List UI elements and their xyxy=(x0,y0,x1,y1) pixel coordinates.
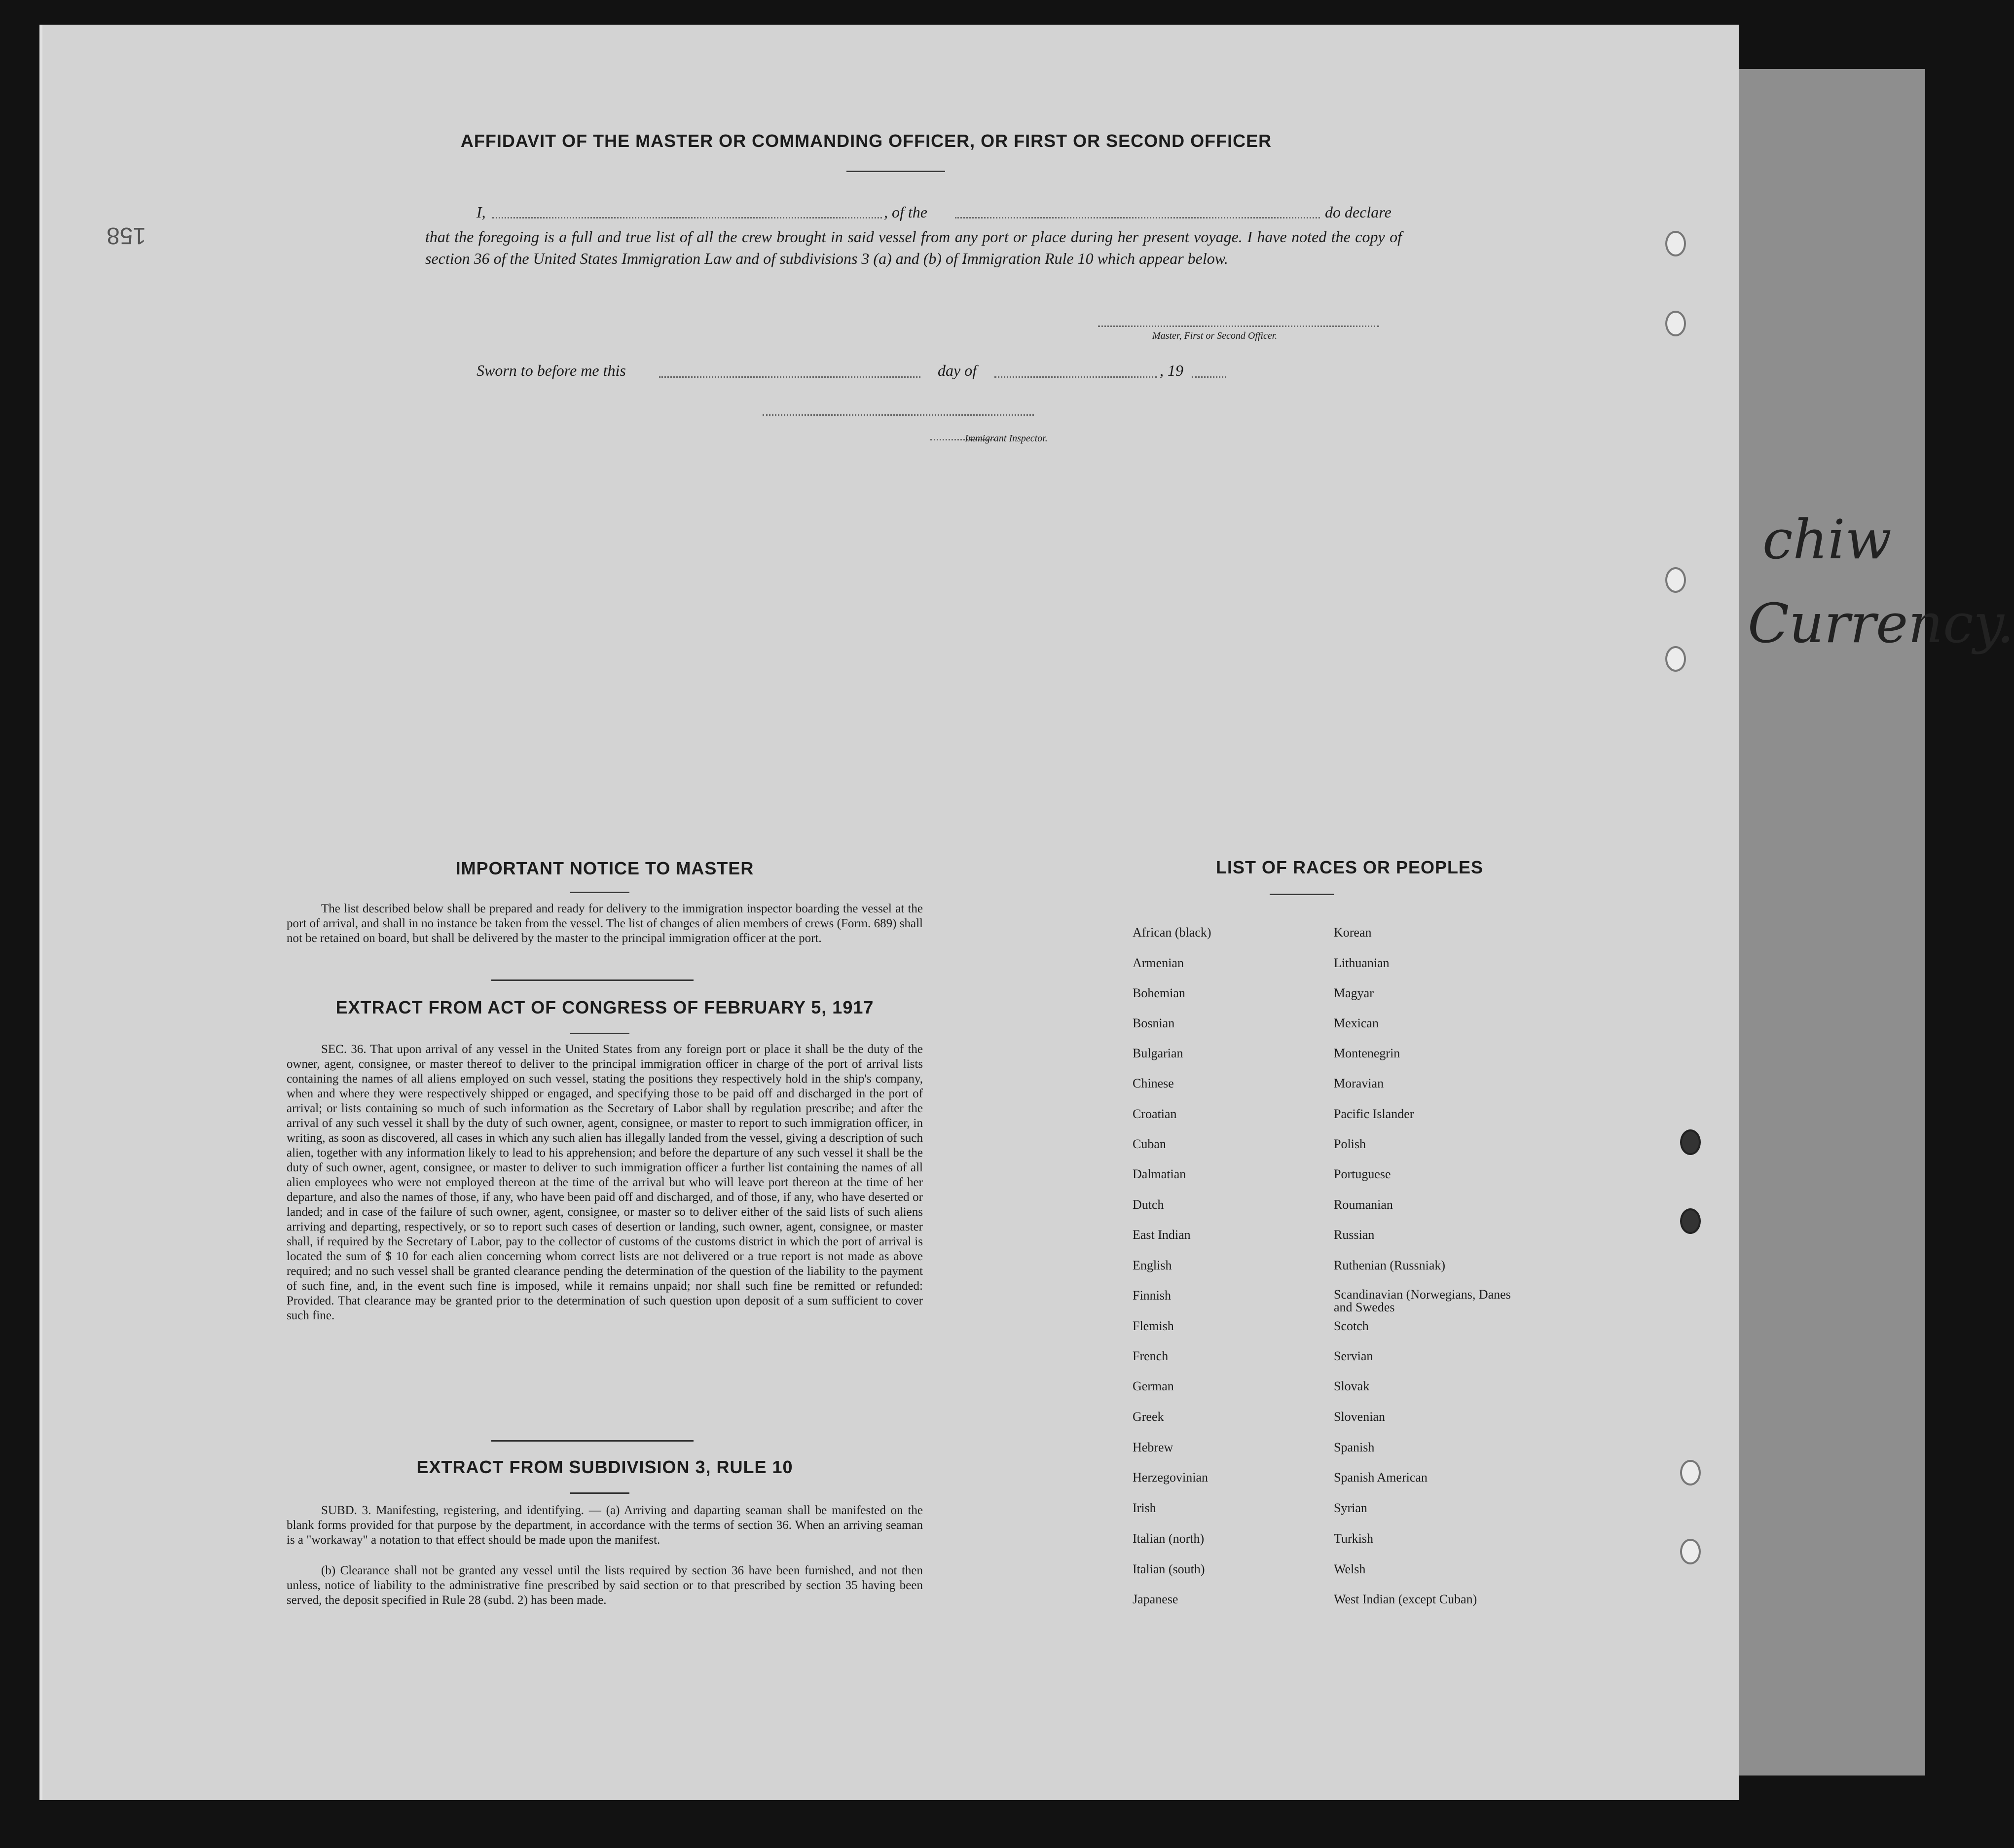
declarant-name-field[interactable] xyxy=(492,217,882,218)
binder-hole xyxy=(1680,1539,1701,1564)
binder-hole xyxy=(1680,1129,1701,1155)
race-right-item: Ruthenian (Russniak) xyxy=(1334,1258,1446,1272)
binder-hole xyxy=(1680,1208,1701,1234)
race-right-item: Syrian xyxy=(1334,1501,1367,1515)
sworn-day-field[interactable] xyxy=(659,376,920,378)
race-left-item: Armenian xyxy=(1133,956,1184,970)
race-left-item: Greek xyxy=(1133,1410,1164,1424)
race-left-item: Dutch xyxy=(1133,1197,1164,1212)
race-right-item: Scandinavian (Norwegians, Danes and Swedes xyxy=(1334,1287,1511,1314)
race-right-item: Moravian xyxy=(1334,1076,1384,1090)
race-left-item: Finnish xyxy=(1133,1288,1172,1303)
race-right-item: West Indian (except Cuban) xyxy=(1334,1592,1477,1606)
form-page xyxy=(39,25,1739,1800)
rule10-title: EXTRACT FROM SUBDIVISION 3, RULE 10 xyxy=(416,1457,793,1477)
divider xyxy=(491,1440,694,1442)
race-right-item: Slovak xyxy=(1334,1379,1370,1393)
notice-title: IMPORTANT NOTICE TO MASTER xyxy=(455,858,754,878)
race-left-item: Bulgarian xyxy=(1133,1046,1183,1060)
affidavit-of-label: , of the xyxy=(884,203,927,221)
race-left-item: Dalmatian xyxy=(1133,1167,1186,1181)
race-left-item: Italian (south) xyxy=(1133,1562,1205,1576)
divider xyxy=(570,892,629,893)
inspector-signature-field[interactable] xyxy=(763,414,1034,416)
race-left-item: Hebrew xyxy=(1133,1440,1173,1454)
race-right-item: Montenegrin xyxy=(1334,1046,1400,1060)
congress-body: SEC. 36. That upon arrival of any vessel in the United States from any foreign port or place it shall be the duty of the owner, agent, consignee, or master thereof to deliver to the principal immigration officer in charge of the port of arrival lists containing the names of all aliens employed on such vessel, stating the positions they respectively hold in the ship's company, when and where they were respectively shipped or engaged, and specifying those to be paid off and discharged in the port of arrival; or lists containing so much of such information as the Secretary of Labor shall by regulation prescribe; and after the arrival of any such vessel it shall by the duty of such owner, agent, consignee, or master to report to such immigration officer, in writing, as soon as discovered, all cases in which any such alien has illegally landed from the vessel, giving a description of such alien, together with any information likely to lead to his apprehension; and before the departure of any such vessel it shall be the duty of such owner, agent, consignee, or master to deliver to such immigration officer a further list containing the names of all alien employees who were not employed thereon at the time of the arrival but who will leave port thereon at the time of her departure, and also the names of those, if any, who have been paid off and discharged, and of those, if any, who have deserted or landed; and in case of the failure of such owner, agent, consignee, or master so to deliver either of the said lists of such aliens arriving and departing, respectively, or so to report such cases of desertion or landing, such owner, agent, consignee, or master shall, if required by the Secretary of Labor, pay to the collector of customs of the customs district in which the port of arrival is located the sum of $ 10 for each alien concerning whom correct lists are not delivered or a true report is not made as above required; and no such vessel shall be granted clearance pending the determination of the question of the liability to the payment of such fine, and, in the event such fine is imposed, while it remains unpaid; nor shall such fine be remitted or refunded: Provided. That clearance may be granted prior to the determination of such question upon deposit of a sum sufficient to cover such fine. xyxy=(287,1043,923,1322)
race-right-item: Pacific Islander xyxy=(1334,1107,1414,1121)
officer-signature-field[interactable] xyxy=(1098,326,1379,327)
congress-title: EXTRACT FROM ACT OF CONGRESS OF FEBRUARY 5, 1917 xyxy=(335,997,874,1017)
race-left-item: Irish xyxy=(1133,1501,1156,1515)
race-right-item: Welsh xyxy=(1334,1562,1366,1576)
race-right-item: Mexican xyxy=(1334,1016,1379,1030)
race-right-item: Servian xyxy=(1334,1349,1373,1363)
binder-hole xyxy=(1665,567,1686,593)
race-right-item: Lithuanian xyxy=(1334,956,1390,970)
race-right-item: Magyar xyxy=(1334,986,1374,1000)
affidavit-declare-label: do declare xyxy=(1325,203,1391,221)
race-left-item: East Indian xyxy=(1133,1228,1191,1242)
race-right-item: Russian xyxy=(1334,1228,1375,1242)
day-of-label: day of xyxy=(938,362,977,379)
races-title: LIST OF RACES OR PEOPLES xyxy=(1215,857,1484,877)
divider xyxy=(1270,894,1334,895)
race-right-item: Spanish xyxy=(1334,1440,1375,1454)
race-left-item: German xyxy=(1133,1379,1174,1393)
officer-signature-caption: Master, First or Second Officer. xyxy=(1152,330,1278,341)
race-left-item: Japanese xyxy=(1133,1592,1178,1606)
notice-body: The list described below shall be prepared and ready for delivery to the immigration inspector boarding the vessel at the port of arrival, and shall in no instance be taken from the vessel. The list of changes of alien members of crews (Form. 689) shall not be retained on board, but shall be delivered by the master to the principal immigration officer at the port. xyxy=(287,902,923,945)
race-left-item: Bohemian xyxy=(1133,986,1185,1000)
handwriting-line-1: chiw xyxy=(1762,508,1892,571)
race-right-item: Korean xyxy=(1334,925,1372,940)
handwriting-line-2: Currency. xyxy=(1748,592,2014,655)
race-right-item: Polish xyxy=(1334,1137,1366,1151)
divider xyxy=(491,979,694,981)
race-right-item: Spanish American xyxy=(1334,1470,1428,1485)
sworn-label: Sworn to before me this xyxy=(476,362,626,379)
race-right-item: Roumanian xyxy=(1334,1197,1393,1212)
race-left-item: Italian (north) xyxy=(1133,1531,1205,1546)
sworn-month-field[interactable] xyxy=(994,376,1157,378)
vessel-name-field[interactable] xyxy=(955,217,1320,218)
underlying-sheet xyxy=(1726,69,2014,1776)
page-number-stamp: 158 xyxy=(107,222,146,249)
race-left-item: Flemish xyxy=(1133,1319,1174,1333)
rule10-para-b: (b) Clearance shall not be granted any vessel until the lists required by section 36 have been furnished, and not then unless, notice of liability to the administrative fine prescribed by said section or to that prescribed by section 35 having been served, the deposit specified in Rule 28 (subd. 2) has been made. xyxy=(287,1564,923,1607)
race-right-item: Portuguese xyxy=(1334,1167,1391,1181)
binder-hole xyxy=(1680,1460,1701,1486)
divider xyxy=(846,171,945,172)
race-left-item: French xyxy=(1133,1349,1169,1363)
race-left-item: Bosnian xyxy=(1133,1016,1175,1030)
sworn-year-field[interactable] xyxy=(1192,376,1226,378)
rule10-para-a: SUBD. 3. Manifesting, registering, and identifying. — (a) Arriving and daparting seaman shall be manifested on the blank forms provided for that purpose by the department, in accordance with the terms of section 36. When an arriving seaman is a "workaway" a notation to that effect should be made upon the manifest. xyxy=(287,1504,923,1547)
race-left-item: English xyxy=(1133,1258,1172,1272)
binder-hole xyxy=(1665,231,1686,256)
affidavit-i-label: I, xyxy=(476,203,486,221)
year-label: , 19 xyxy=(1160,362,1183,379)
binder-hole xyxy=(1665,646,1686,672)
race-right-item: Slovenian xyxy=(1334,1410,1385,1424)
divider xyxy=(570,1033,629,1034)
race-right-item: Turkish xyxy=(1334,1531,1373,1546)
race-left-item: Herzegovinian xyxy=(1133,1470,1208,1485)
race-right-item: Scotch xyxy=(1334,1319,1369,1333)
race-left-item: Croatian xyxy=(1133,1107,1177,1121)
race-left-item: African (black) xyxy=(1133,925,1211,940)
race-left-item: Cuban xyxy=(1133,1137,1166,1151)
inspector-caption: Immigrant Inspector. xyxy=(965,433,1048,444)
race-left-item: Chinese xyxy=(1133,1076,1174,1090)
divider xyxy=(570,1492,629,1494)
affidavit-body: that the foregoing is a full and true list of all the crew brought in said vessel from any port or place during her present voyage. I have noted the copy of section 36 of the United States Immigration Law and of subdivisions 3 (a) and (b) of Immigration Rule 10 which appear below. xyxy=(425,228,1402,267)
affidavit-title: AFFIDAVIT OF THE MASTER OR COMMANDING OFFICER, OR FIRST OR SECOND OFFICER xyxy=(460,131,1272,151)
binder-hole xyxy=(1665,311,1686,336)
